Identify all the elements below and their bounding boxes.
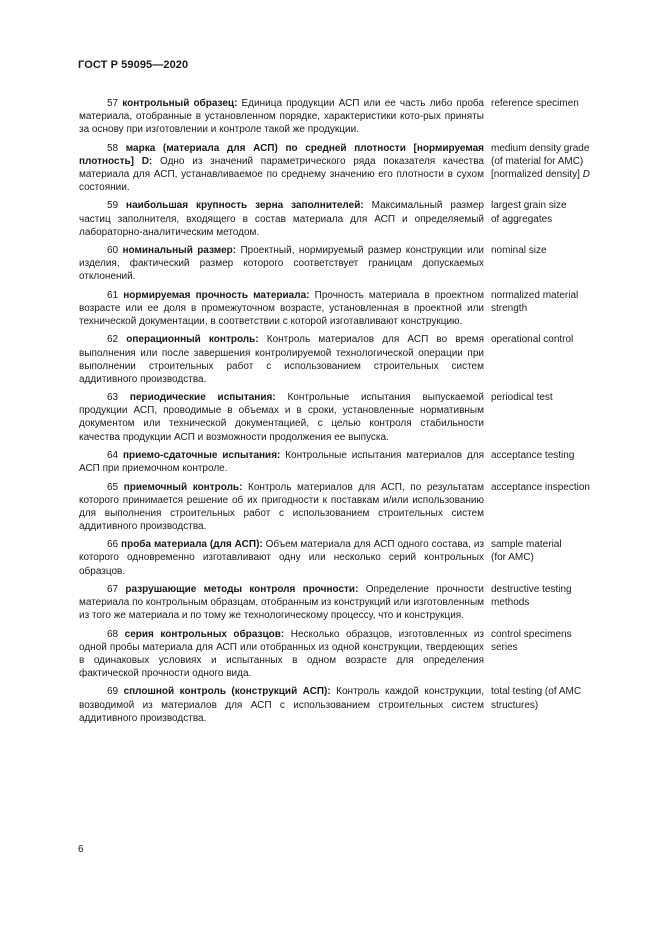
term-english [491,289,619,315]
term-entry-63 [79,391,619,443]
term-english [491,481,619,494]
term-number: 67 [107,584,119,595]
term-name: нормируемая прочность материала: [123,289,310,301]
term-english-symbol: D [582,168,590,180]
term-definition-ru [79,538,484,577]
term-entry-65 [79,481,619,533]
term-name: приемо-сдаточные испытания: [122,449,281,461]
term-definition-text: Контроль материалов для АСП, по результатам которого принимается решение об их пригодности к поставкам и/или использованию для выполнения строительных работ с использованием строительных систем аддитивного производства. [79,481,484,532]
term-english-text: acceptance testing [491,449,575,461]
term-definition-ru [79,97,484,136]
term-definition-ru [79,289,484,328]
term-english-text: normalized material strength [491,289,579,314]
term-english-text: reference specimen [491,98,579,109]
term-english-text: medium density grade (of material for AMC) [normalized density] [491,142,590,180]
term-name: разрушающие методы контроля прочности: [125,584,359,595]
term-definition-ru [79,449,484,475]
term-entry-61 [79,289,619,328]
term-number: 58 [107,142,119,154]
term-english [491,628,619,654]
term-name: контрольный образец: [122,98,238,109]
terms-list [79,97,619,730]
term-definition-ru [79,244,484,283]
term-entry-59 [79,199,619,238]
term-number: 68 [107,628,119,640]
term-number: 69 [107,686,119,698]
term-number: 59 [107,200,119,212]
term-definition-text: Определение прочности материала по контрольным образцам, отобранным из конструкций или изготовленным из того же материала и по тому же технологическому процессу, что и конструкция. [79,584,485,622]
term-definition-text: Контрольные испытания материалов для АСП при приемочном контроле. [79,449,484,475]
term-entry-64 [79,449,619,475]
term-definition-ru [79,685,484,724]
term-english [491,391,619,404]
term-english-text: acceptance inspection [491,481,590,493]
term-entry-67 [79,583,619,622]
term-english-text: destructive testing methods [491,584,572,609]
page-number: 6 [78,844,84,855]
term-english [491,142,619,181]
term-number: 64 [107,449,119,461]
term-definition-ru [79,199,484,238]
term-english [491,244,619,257]
term-name: марка (материала для АСП) по средней плотности [нормируемая плотность] D: [79,142,484,167]
term-name: проба материала (для АСП): [121,539,263,551]
term-definition-ru [79,391,484,443]
term-name: периодические испытания: [129,392,276,404]
term-definition-ru [79,583,484,622]
term-entry-60 [79,244,619,283]
term-entry-69 [79,685,619,724]
term-english-text: sample material (for AMC) [491,539,562,564]
term-entry-66 [79,538,619,577]
term-number: 65 [107,481,119,493]
term-entry-57 [79,97,619,136]
term-definition-ru [79,481,484,533]
term-english-text: control specimens series [491,628,572,653]
term-english-text: nominal size [491,245,547,257]
term-english-text: periodical test [491,392,553,404]
term-definition-text: Контроль каждой конструкции, возводимой из материалов для АСП с использованием строительных систем аддитивного производства. [79,686,484,724]
term-english [491,538,619,564]
term-definition-text: Максимальный размер частиц заполнителя, входящего в состав материала для АСП и определяемый лабораторно-аналитическим методом. [79,200,484,238]
term-definition-ru [79,142,484,194]
term-number: 60 [107,245,119,257]
term-entry-62 [79,333,619,385]
term-name: серия контрольных образцов: [124,628,285,640]
term-english-text: total testing (of AMC structures) [491,686,582,711]
term-english [491,333,619,346]
term-english [491,449,619,462]
term-name: номинальный размер: [122,245,237,257]
term-definition-text: Контрольные испытания выпускаемой продукции АСП, проводимые в объемах и в сроки, установленные нормативным документом или технической документацией, с целью контроля стабильности качества продукции АСП и возможности продолжения ее выпуска. [79,392,485,443]
term-english [491,97,619,110]
term-number: 63 [107,392,119,404]
term-definition-ru [79,628,484,680]
term-number: 66 [107,539,119,551]
term-english [491,199,619,225]
term-definition-text: Прочность материала в проектном возрасте или ее доля в промежуточном возрасте, установленная в проектной или технической документации, в соответствии с которой изготавливают конструкцию. [79,289,484,327]
term-english-text: operational control [491,334,574,346]
term-name: наибольшая крупность зерна заполнителей: [126,200,364,212]
term-definition-text: Единица продукции АСП или ее часть либо проба материала, отобранные в установленном порядке, характеристики кото-рых приняты за основу при изготовлении и контроле такой же продукции. [79,98,484,136]
term-name: операционный контроль: [126,334,259,346]
term-english-text: largest grain size of aggregates [491,200,567,225]
term-entry-58 [79,142,619,194]
term-english [491,583,619,609]
term-number: 62 [107,334,119,346]
term-definition-text: Несколько образцов, изготовленных из одной пробы материала для АСП или отобранных из одной конструкции, твердеющих в одинаковых условиях и испытанных в одном возрасте для определения фактической прочности одного вида. [79,628,485,679]
term-name: приемочный контроль: [123,481,243,493]
term-definition-text: Одно из значений параметрического ряда показателя качества материала для АСП, устанавливаемое по среднему значению его плотности в сухом состоянии. [79,155,484,193]
term-name: сплошной контроль (конструкций АСП): [123,686,331,698]
term-entry-68 [79,628,619,680]
term-definition-text: Объем материала для АСП одного состава, из которого одновременно изготавливают одну или несколько серий контрольных образцов. [79,539,484,577]
document-header: ГОСТ Р 59095—2020 [78,59,189,71]
term-definition-text: Контроль материалов для АСП во время выполнения или после завершения контролируемой технологической операции при выполнении строительных работ с использованием строительных систем аддитивного производства. [79,334,485,385]
term-number: 61 [107,289,119,301]
term-number: 57 [107,98,119,109]
term-english [491,685,619,711]
term-definition-ru [79,333,484,385]
term-definition-text: Проектный, нормируемый размер конструкции или изделия, фактический размер которого соответствует границам допускаемых отклонений. [79,245,484,283]
